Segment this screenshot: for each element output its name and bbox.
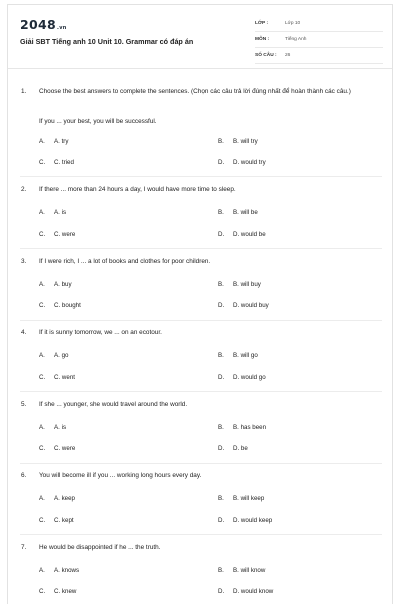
meta-label: LỚP : <box>255 21 269 26</box>
option-text: B. will try <box>233 138 258 145</box>
option-d[interactable] <box>218 374 266 381</box>
option-letter: A. <box>39 281 45 288</box>
meta-value: Lớp 10 <box>285 21 301 26</box>
option-text: C. went <box>54 374 75 381</box>
question-text: If it is sunny tomorrow, we ... on an ecotour. <box>39 329 162 336</box>
option-text: D. would keep <box>233 517 273 524</box>
question-text: If she ... younger, she would travel around the world. <box>39 401 188 408</box>
site-logo[interactable] <box>20 17 67 32</box>
option-letter: C. <box>39 159 46 166</box>
meta-label: SỐ CÂU : <box>255 53 277 58</box>
question-text: He would be disappointed if he ... the truth. <box>39 544 161 551</box>
option-letter: B. <box>218 209 224 216</box>
option-letter: B. <box>218 138 224 145</box>
divider <box>20 391 382 392</box>
question-instruction: Choose the best answers to complete the sentences. (Chọn các câu trả lời đúng nhất để hoàn thành các câu.) <box>39 88 351 95</box>
option-text: D. would go <box>233 374 266 381</box>
question-number: 5. <box>21 401 27 408</box>
meta-value: 26 <box>285 53 291 58</box>
option-text: B. will buy <box>233 281 261 288</box>
option-c[interactable] <box>39 517 74 524</box>
option-text: D. be <box>233 445 248 452</box>
divider <box>20 176 382 177</box>
question-text: If there ... more than 24 hours a day, I would have more time to sleep. <box>39 186 236 193</box>
meta-label: MÔN : <box>255 37 270 42</box>
option-d[interactable] <box>218 231 266 238</box>
option-text: D. would try <box>233 159 266 166</box>
option-a[interactable] <box>39 281 72 288</box>
option-a[interactable] <box>39 209 66 216</box>
question-number: 6. <box>21 472 27 479</box>
option-d[interactable] <box>218 302 269 309</box>
meta-row-count <box>255 48 383 64</box>
worksheet-page <box>7 4 393 604</box>
option-letter: C. <box>39 302 46 309</box>
option-a[interactable] <box>39 567 79 574</box>
option-d[interactable] <box>218 159 266 166</box>
option-text: D. would buy <box>233 302 269 309</box>
question-text: You will become ill if you ... working long hours every day. <box>39 472 202 479</box>
option-text: C. knew <box>54 588 77 595</box>
option-letter: B. <box>218 567 224 574</box>
option-letter: A. <box>39 495 45 502</box>
option-c[interactable] <box>39 374 75 381</box>
option-text: D. would be <box>233 231 266 238</box>
divider <box>20 534 382 535</box>
logo-suffix: .vn <box>57 25 67 31</box>
meta-info <box>255 16 383 64</box>
option-a[interactable] <box>39 424 66 431</box>
option-text: A. is <box>54 424 67 431</box>
option-letter: B. <box>218 495 224 502</box>
option-letter: B. <box>218 424 224 431</box>
option-a[interactable] <box>39 352 68 359</box>
option-c[interactable] <box>39 302 81 309</box>
option-letter: B. <box>218 281 224 288</box>
option-c[interactable] <box>39 588 76 595</box>
option-letter: C. <box>39 517 46 524</box>
option-text: B. will keep <box>233 495 265 502</box>
logo-main: 2048 <box>20 17 56 32</box>
option-text: B. will go <box>233 352 258 359</box>
divider <box>20 320 382 321</box>
option-d[interactable] <box>218 517 272 524</box>
option-text: C. kept <box>54 517 74 524</box>
option-text: A. keep <box>54 495 75 502</box>
option-letter: D. <box>218 445 225 452</box>
option-text: A. knows <box>54 567 80 574</box>
option-text: C. were <box>54 231 76 238</box>
question-number: 7. <box>21 544 27 551</box>
option-letter: D. <box>218 588 225 595</box>
option-text: B. has been <box>233 424 267 431</box>
option-b[interactable] <box>218 567 265 574</box>
question-number: 3. <box>21 258 27 265</box>
question-number: 2. <box>21 186 27 193</box>
meta-row-class <box>255 16 383 32</box>
option-text: C. were <box>54 445 76 452</box>
divider <box>20 248 382 249</box>
option-letter: D. <box>218 517 225 524</box>
option-letter: C. <box>39 374 46 381</box>
divider <box>20 463 382 464</box>
option-text: B. will know <box>233 567 266 574</box>
option-b[interactable] <box>218 138 258 145</box>
option-letter: C. <box>39 231 46 238</box>
option-a[interactable] <box>39 138 68 145</box>
option-letter: A. <box>39 352 45 359</box>
option-letter: D. <box>218 159 225 166</box>
option-letter: A. <box>39 424 45 431</box>
option-c[interactable] <box>39 159 74 166</box>
option-c[interactable] <box>39 231 75 238</box>
option-d[interactable] <box>218 588 273 595</box>
option-a[interactable] <box>39 495 75 502</box>
option-text: C. tried <box>54 159 74 166</box>
option-c[interactable] <box>39 445 75 452</box>
option-b[interactable] <box>218 424 266 431</box>
question-text: If I were rich, I ... a lot of books and clothes for poor children. <box>39 258 211 265</box>
option-letter: C. <box>39 588 46 595</box>
question-number: 1. <box>21 88 27 95</box>
option-letter: D. <box>218 302 225 309</box>
option-letter: B. <box>218 352 224 359</box>
meta-value: Tiếng Anh <box>285 37 307 42</box>
option-text: A. is <box>54 209 67 216</box>
option-b[interactable] <box>218 281 261 288</box>
option-b[interactable] <box>218 209 258 216</box>
page-title: Giải SBT Tiếng anh 10 Unit 10. Grammar có đáp án <box>20 37 194 46</box>
option-b[interactable] <box>218 495 264 502</box>
option-letter: D. <box>218 231 225 238</box>
meta-row-subject <box>255 32 383 48</box>
option-d[interactable] <box>218 445 248 452</box>
option-text: D. would know <box>233 588 274 595</box>
option-b[interactable] <box>218 352 258 359</box>
option-text: A. try <box>54 138 69 145</box>
option-text: B. will be <box>233 209 258 216</box>
option-text: A. buy <box>54 281 72 288</box>
option-text: C. bought <box>54 302 81 309</box>
option-letter: A. <box>39 567 45 574</box>
option-letter: C. <box>39 445 46 452</box>
option-letter: A. <box>39 209 45 216</box>
question-text: If you ... your best, you will be successful. <box>39 118 157 125</box>
question-number: 4. <box>21 329 27 336</box>
option-letter: D. <box>218 374 225 381</box>
option-text: A. go <box>54 352 69 359</box>
option-letter: A. <box>39 138 45 145</box>
worksheet-header <box>8 5 392 69</box>
